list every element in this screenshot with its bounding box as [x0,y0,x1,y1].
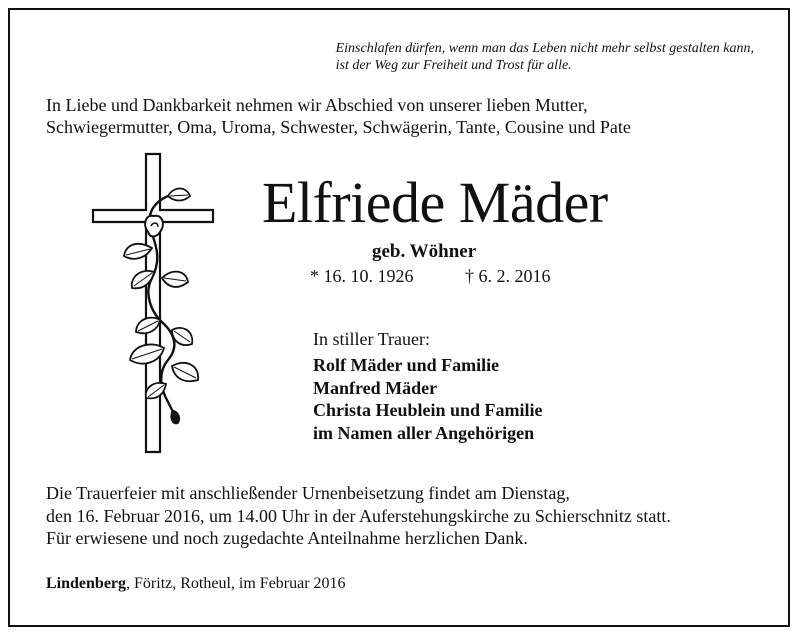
intro-line: Schwiegermutter, Oma, Uroma, Schwester, Schwägerin, Tante, Cousine und Pate [46,117,631,137]
list-item: Manfred Mäder [313,377,438,398]
intro-line: In Liebe und Dankbarkeit nehmen wir Abschied von unserer lieben Mutter, [46,95,588,115]
details-line: Für erwiesene und noch zugedachte Anteilnahme herzlichen Dank. [46,528,528,548]
death-date: † 6. 2. 2016 [465,266,551,286]
list-item: im Namen aller Angehörigen [313,422,535,443]
service-details [46,482,671,550]
place-and-date [46,574,346,594]
place-name: Lindenberg [46,575,127,592]
list-item: Christa Heublein und Familie [313,400,543,420]
cross-with-rose-icon [88,152,218,454]
quote-line: Einschlafen dürfen, wenn man das Leben nicht mehr selbst gestalten kann, [335,41,754,56]
deceased-name: Elfriede Mäder [262,170,608,235]
quote-line: ist der Weg zur Freiheit und Trost für alle. [335,58,572,73]
details-line: den 16. Februar 2016, um 14.00 Uhr in der Auferstehungskirche zu Schierschnitz statt. [46,505,671,526]
mourning-heading: In stiller Trauer: [313,329,430,349]
intro-text [46,94,631,138]
place-date-rest: , Föritz, Rotheul, im Februar 2016 [126,575,346,592]
list-item: Rolf Mäder und Familie [313,355,500,375]
details-line: Die Trauerfeier mit anschließender Urnenbeisetzung findet am Dienstag, [46,483,570,503]
epigraph-quote [336,40,754,74]
mourners-list [313,354,543,444]
maiden-name: geb. Wöhner [372,241,477,262]
birth-date: * 16. 10. 1926 [310,266,414,286]
